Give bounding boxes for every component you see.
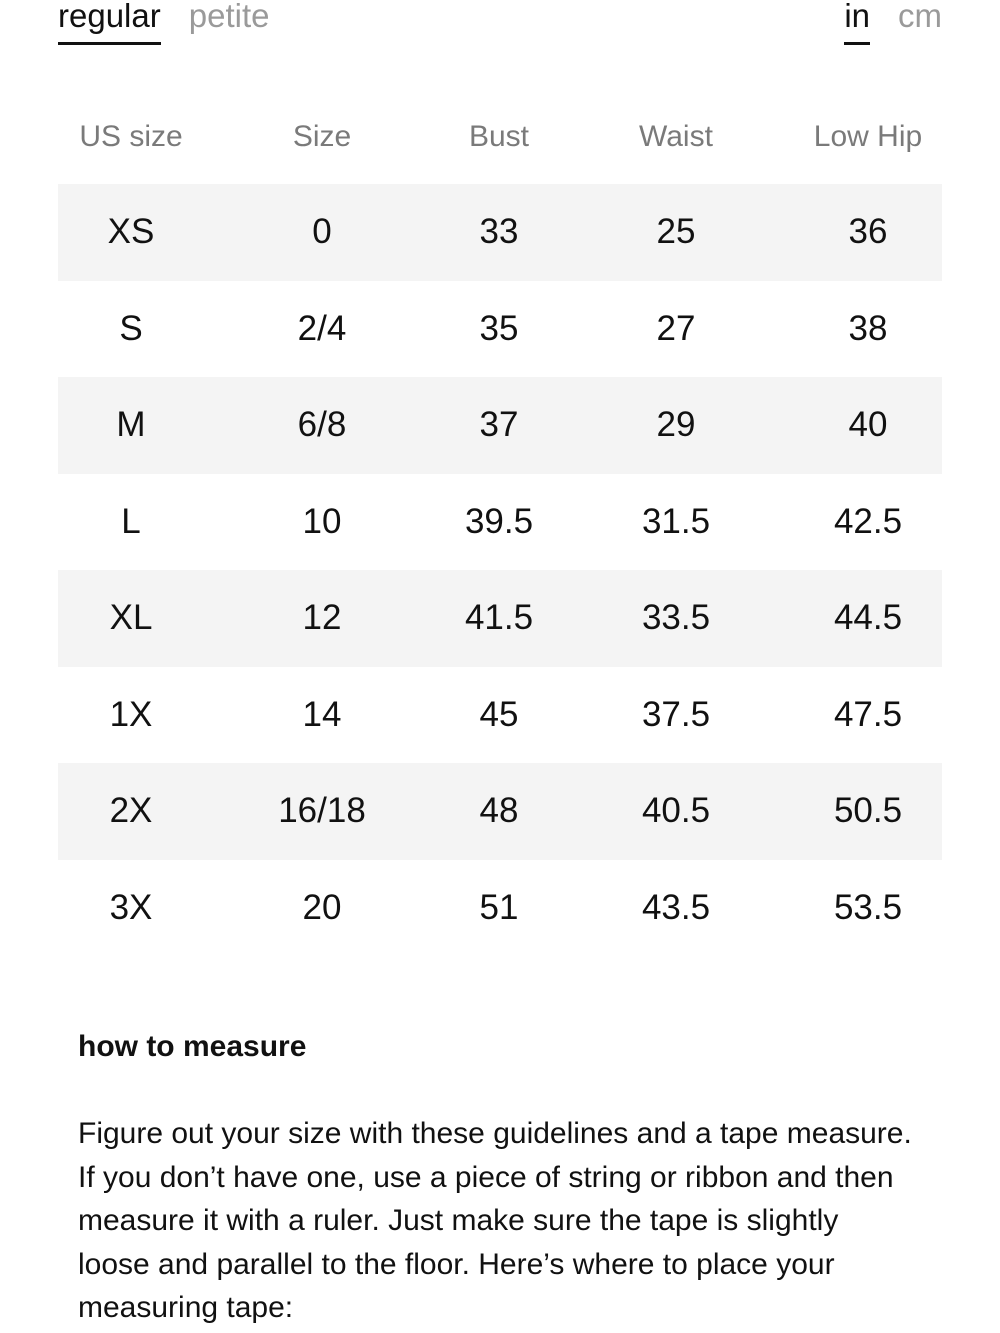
cell-waist: 33.5 [558,570,794,667]
cell-bust: 48 [440,763,558,860]
header-bust: Bust [468,120,530,153]
how-to-measure-text: Figure out your size with these guidelines and a tape measure. If you don’t have one, use a piece of string or ribbon and then measure it with a ruler. Just make sure the tape is slightly loose and parallel to the floor. Here’s where to place your measuring tape: [78,1117,912,1324]
cell-us-size: 1X [109,694,153,734]
header-low-hip: Low Hip [813,120,923,153]
table-row [58,860,942,957]
table-row [58,474,942,571]
header-waist: Waist [639,120,713,153]
table-row [58,281,942,378]
cell-low-hip: 42.5 [833,501,903,541]
table-header-row [58,90,942,184]
cell-us-size: M [58,377,204,474]
table-row [58,763,942,860]
cell-bust: 45 [479,694,519,734]
cell-low-hip: 40 [794,377,942,474]
table-row [58,570,942,667]
cell-us-size: L [121,501,141,541]
table-row [58,667,942,764]
cell-low-hip: 50.5 [794,763,942,860]
cell-bust: 37 [440,377,558,474]
fit-tabs [58,0,269,45]
cell-low-hip: 44.5 [794,570,942,667]
table-row [58,184,942,281]
cell-low-hip: 53.5 [833,887,903,927]
cell-low-hip: 47.5 [833,694,903,734]
cell-waist: 43.5 [641,887,711,927]
cell-low-hip: 36 [794,184,942,281]
cell-size: 6/8 [204,377,440,474]
cell-bust: 51 [479,887,519,927]
cell-waist: 25 [558,184,794,281]
cell-us-size: XS [58,184,204,281]
tab-inches[interactable]: in [844,0,870,45]
cell-us-size: 2X [58,763,204,860]
cell-size: 0 [204,184,440,281]
cell-bust: 39.5 [464,501,534,541]
cell-us-size: S [119,308,143,348]
cell-size: 20 [302,887,342,927]
cell-bust: 33 [440,184,558,281]
how-to-measure-heading: how to measure [78,1030,307,1063]
tab-centimeters[interactable]: cm [898,0,942,34]
cell-waist: 37.5 [641,694,711,734]
cell-bust: 41.5 [440,570,558,667]
cell-waist: 29 [558,377,794,474]
cell-size: 10 [302,501,342,541]
cell-waist: 31.5 [641,501,711,541]
cell-bust: 35 [479,308,519,348]
cell-waist: 27 [656,308,696,348]
cell-low-hip: 38 [848,308,888,348]
cell-waist: 40.5 [558,763,794,860]
cell-size: 14 [302,694,342,734]
table-row [58,377,942,474]
cell-size: 16/18 [204,763,440,860]
cell-us-size: XL [58,570,204,667]
tab-regular[interactable]: regular [58,0,161,45]
header-size: Size [292,120,352,153]
unit-tabs [844,0,942,45]
tab-petite[interactable]: petite [188,0,270,34]
size-chart-table [58,90,942,956]
cell-size: 2/4 [297,308,347,348]
header-us-size: US size [79,120,183,153]
cell-size: 12 [204,570,440,667]
cell-us-size: 3X [109,887,153,927]
